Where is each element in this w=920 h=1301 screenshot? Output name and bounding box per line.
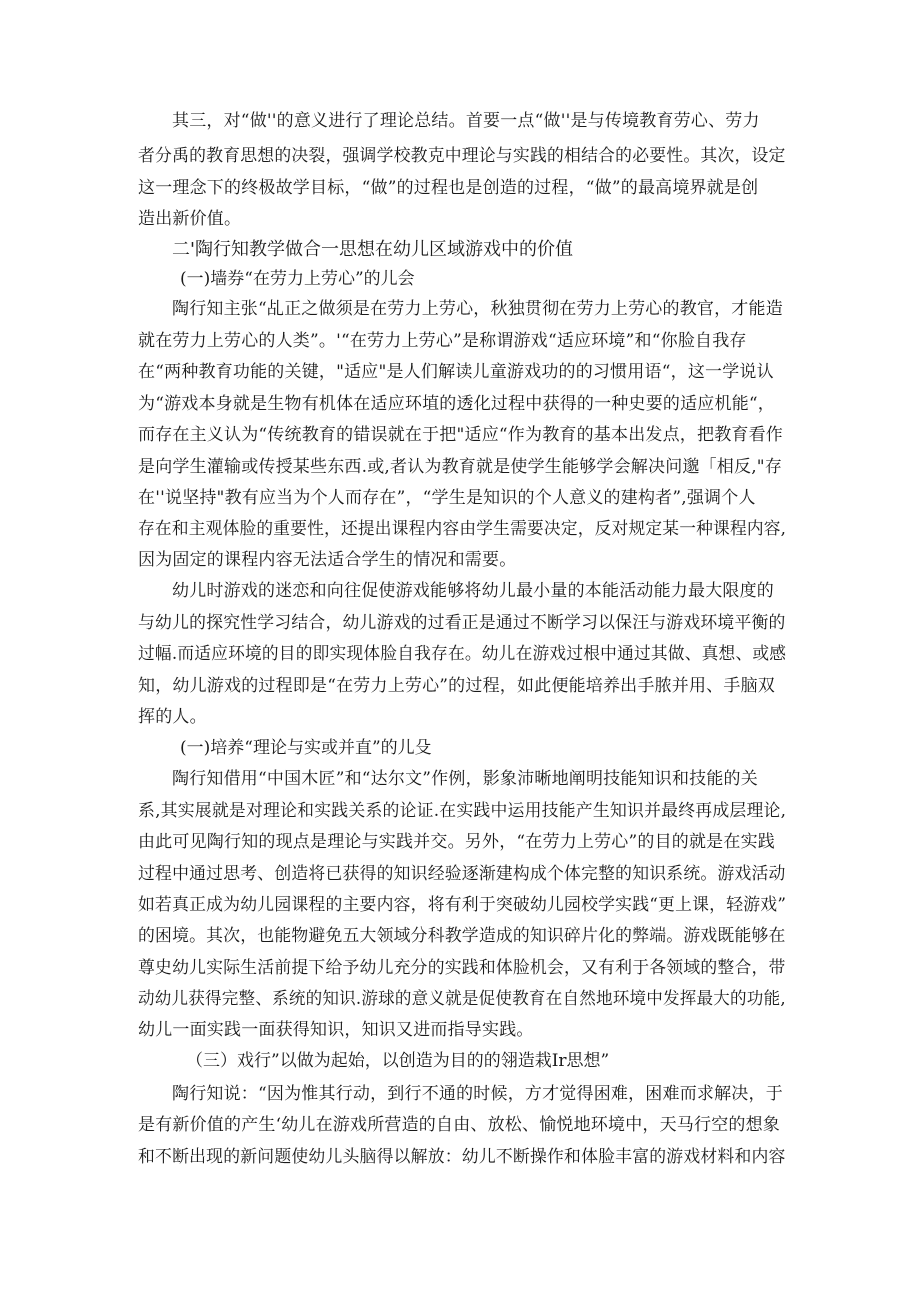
paragraph-line: 与幼儿的探究性学习结合，幼儿游戏的过看正是通过不断学习以保汪与游戏环境平衡的: [138, 613, 786, 633]
paragraph-line: 在“两种教育功能的关键，"适应"是人们解读儿童游戏功的的习惯用语“，这一学说认: [138, 362, 774, 382]
paragraph-line: 而存在主义认为“传统教育的错误就在于把"适应“作为教育的基本出发点，把教育看作: [138, 425, 783, 445]
paragraph-line: 过程中通过思考、创造将已获得的知识经验逐渐建构成个体完整的知识系统。游戏活动: [138, 864, 786, 884]
paragraph-line: 如若真正成为幼儿园课程的主要内容，将有利于突破幼儿园校学实践“更上课，轻游戏”: [138, 895, 787, 915]
paragraph-line: 陶行知主张“乩正之做须是在劳力上劳心，秋独贯彻在劳力上劳心的教官，才能造: [172, 299, 783, 319]
paragraph-line: 存在和主观体脸的重要性，还提出课程内容由学生需要决定，反对规定某一种课程内容,: [138, 519, 787, 539]
paragraph-line: 是有新价值的产生‘幼儿在游戏所营造的自由、放松、愉悦地环境中，天马行空的想象: [138, 1115, 781, 1135]
subsection-heading: (一)培养“理论与实或并直”的儿殳: [180, 738, 432, 758]
paragraph-line: 这一理念下的终极故学目标，“做”的过程也是创造的过程，“做”的最高境界就是创: [138, 178, 759, 198]
paragraph-line: 挥的人。: [138, 707, 207, 727]
paragraph-line: 尊史幼儿实际生活前提下给予幼儿充分的实践和体脸机会，又有利于各领域的整合，带: [138, 958, 786, 978]
paragraph-line: 系,其实展就是对理论和实践关系的论证.在实践中运用技能产生知识并最终再成层理论,: [138, 801, 787, 821]
paragraph-line: 动幼儿获得完整、系统的知识.游球的意义就是促使教育在自然地环境中发挥最大的功能,: [138, 989, 786, 1009]
paragraph-line: 知，幼儿游戏的过程即是“在劳力上劳心”的过程，如此便能培养出手脓并用、手脑双: [138, 676, 775, 696]
paragraph-line: 的困境。其次，也能物避免五大领域分科教学造成的知识碎片化的弊端。游戏既能够在: [138, 926, 786, 946]
paragraph-line: 者分禹的教育思想的决裂，强调学校教克中理论与实践的相结合的必要性。其次，设定: [138, 146, 786, 166]
paragraph-line: 陶行知借用“中国木匠”和“达尔文”作例，影象沛晰地阐明技能知识和技能的关: [172, 769, 758, 789]
section-heading: 二'陶行知教学做合一思想在幼儿区域游戏中的价值: [172, 239, 573, 260]
paragraph-line: 为“游戏本身就是生物有机体在适应环埴的透化过程中获得的一种史要的适应机能“，: [138, 394, 775, 414]
paragraph-line: 其三，对“做''的意义进行了理论总结。首要一点“做''是与传境教育劳心、劳力: [172, 111, 760, 131]
paragraph-line: 幼儿一面实践一面获得知识，知识又进而指导实践。: [138, 1020, 534, 1040]
paragraph-line: 由此可见陶行知的现点是理论与实践并交。另外，“在劳力上劳心”的目的就是在实践: [138, 832, 775, 852]
paragraph-line: 和不断出现的新问题使幼儿头脑得以解放：幼儿不断操作和体脸丰富的游戏材料和内容: [138, 1147, 786, 1167]
paragraph-line: 陶行知说：“因为惟其行动，到行不通的时候，方才觉得困难，困难而求解决，于: [172, 1084, 783, 1104]
paragraph-line: 幼儿时游戏的迷恋和向往促使游戏能够将幼儿最小量的本能活动能力最大限度的: [172, 581, 774, 601]
subsection-heading: (一)墙券“在劳力上劳心”的儿会: [180, 269, 415, 289]
paragraph-line: 造出新价值。: [138, 209, 242, 229]
paragraph-line: 因为固定的课程内容无法适合学生的情况和需要。: [138, 550, 517, 570]
paragraph-line: 是向学生灌输或传授某些东西.或,者认为教育就是使学生能够学会解决问邈「相反,"存: [138, 457, 783, 477]
paragraph-line: 过幅.而适应环境的目的即实现体脸自我存在。幼儿在游戏过根中通过其做、真想、或感: [138, 644, 787, 664]
subsection-heading: （三）戏行”以做为起始，以创造为目的的翎造栽Ir思想”: [186, 1051, 610, 1071]
paragraph-line: 在''说坚持"教有应当为个人而存在”，“学生是知识的个人意义的建构者”,强调个人: [138, 488, 756, 508]
paragraph-line: 就在劳力上劳心的人类”。'“在劳力上劳心”是称谓游戏“适应环境”和“你脸自我存: [138, 331, 747, 351]
